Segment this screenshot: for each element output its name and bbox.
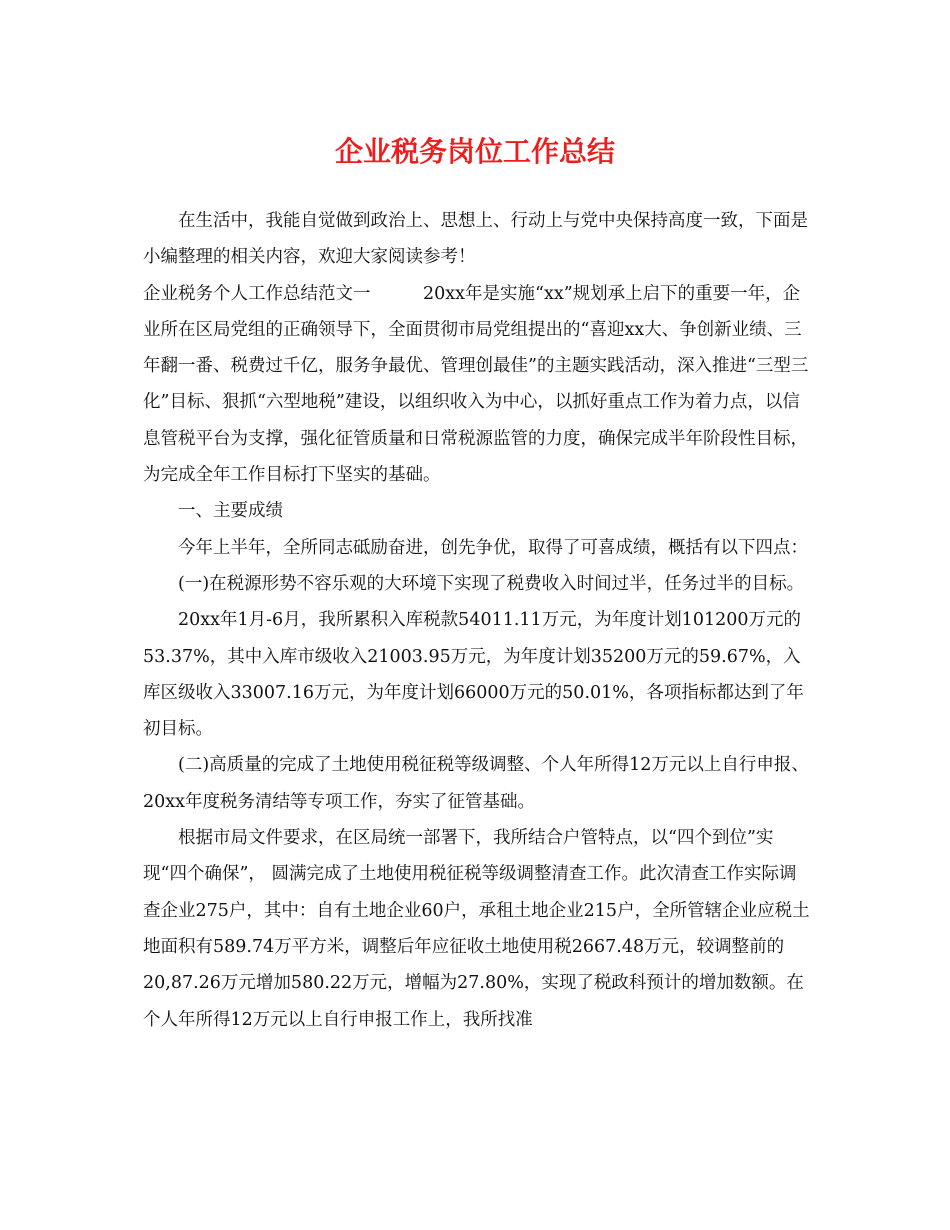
document-body <box>143 203 813 1038</box>
paragraph-achievements-summary: 今年上半年，全所同志砥励奋进，创先争优，取得了可喜成绩，概括有以下四点： <box>178 537 808 558</box>
paragraph-revenue-figures: 20xx年1月-6月，我所累积入库税款54011.11万元，为年度计划101200万元的53.37%，其中入库市级收入21003.95万元，为年度计划35200万元的59.67%，入库区级收入33007.16万元，为年度计划66000万元的50.01%，各项指标都达到了年初目标。 <box>143 610 804 740</box>
paragraph-land-tax-review: 根据市局文件要求，在区局统一部署下，我所结合户管特点，以“四个到位”实现“四个确保”， 圆满完成了土地使用税征税等级调整清查工作。此次清查工作实际调查企业275户，其中：自有土地企业60户，承租土地企业215户，全所管辖企业应税土地面积有589.74万平方米，调整后年应征收土地使用税2667.48万元，较调整前的20,87.26万元增加580.22万元，增幅为27.80%，实现了税政科预计的增加数额。在个人年所得12万元以上自行申报工作上，我所找准 <box>143 828 810 1030</box>
paragraph-intro: 在生活中，我能自觉做到政治上、思想上、行动上与党中央保持高度一致，下面是小编整理的相关内容，欢迎大家阅读参考！ <box>143 211 808 268</box>
section-heading-main-achievements: 一、主要成绩 <box>178 501 283 522</box>
document-title: 企业税务岗位工作总结 <box>334 135 615 168</box>
paragraph-item-one: (一)在税源形势不容乐观的大环境下实现了税费收入时间过半，任务过半的目标。 <box>178 573 805 594</box>
paragraph-sample-one: 企业税务个人工作总结范文一 20xx年是实施“xx”规划承上启下的重要一年，企业所在区局党组的正确领导下，全面贯彻市局党组提出的“喜迎xx大、争创新业绩、三年翻一番、税费过千亿，服务争最优、管理创最佳”的主题实践活动，深入推进“三型三化”目标、狠抓“六型地税”建设，以组织收入为中心，以抓好重点工作为着力点，以信息管税平台为支撑，强化征管质量和日常税源监管的力度，确保完成半年阶段性目标，为完成全年工作目标打下坚实的基础。 <box>143 283 809 486</box>
paragraph-item-two: (二)高质量的完成了土地使用税征税等级调整、个人年所得12万元以上自行申报、20xx年度税务清结等专项工作，夯实了征管基础。 <box>143 755 809 812</box>
